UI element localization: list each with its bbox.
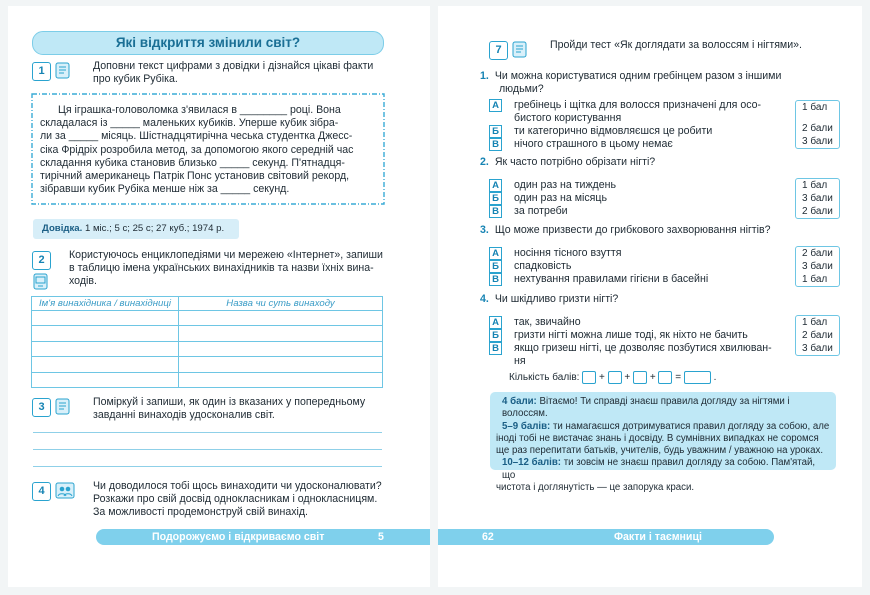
result-line (496, 396, 830, 421)
score-sum-label: Кількість балів: (509, 372, 580, 384)
story-line: сіка Фрідріх розробила метод, за допомогою якого середній час (40, 143, 354, 156)
option-letter: Б (489, 329, 502, 342)
table-row (32, 326, 383, 341)
inventors-table (31, 296, 383, 388)
task-number-3: 3 (32, 398, 51, 417)
option-letter: В (489, 273, 502, 286)
answer-option[interactable] (489, 125, 799, 138)
table-cell[interactable] (179, 311, 383, 326)
result-label: 10–12 балів: (502, 457, 562, 469)
instruction-line: в таблицю імена українських винахідників та назви їхніх вина- (69, 262, 374, 275)
task-2-instruction (69, 249, 385, 289)
answer-option[interactable] (489, 192, 799, 205)
option-text: за потреби (514, 205, 568, 217)
score: 2 бали (802, 123, 833, 134)
left-footer-bar (96, 529, 430, 545)
score: 2 бали (802, 206, 833, 217)
task-number-2: 2 (32, 251, 51, 270)
option-text: ти категорично відмовляєшся це робити (514, 125, 713, 137)
result-text: ти намагаєшся дотримуватися правил догляду за собою, але (550, 420, 830, 432)
instruction-line: Чи доводилося тобі щось винаходити чи удосконалювати? (93, 480, 382, 492)
column-header-inventor: Ім'я винахідника / винахідниці (32, 297, 179, 311)
option-text: гребінець і щітка для волосся призначені для осо- (514, 99, 762, 111)
answer-option[interactable] (489, 329, 799, 342)
result-text: ти зовсім не знаєш правил догляду за собою. Пам'ятай, що (502, 457, 816, 481)
story-line: складалася із _____ маленьких кубиків. Уперше кубик зібра- (40, 117, 339, 130)
option-letter: А (489, 99, 502, 112)
score: 1 бал (802, 274, 828, 285)
question-number: 1. (480, 70, 489, 82)
question-text: Чи можна користуватися одним гребінцем разом з іншими (494, 70, 782, 82)
score-input[interactable] (582, 371, 596, 384)
instruction-line: За можливості продемонструй свій винахід. (93, 506, 308, 519)
result-text: Вітаємо! Ти справді знаєш правила догляду за нігтями і волоссям. (502, 396, 790, 420)
score: 1 бал (802, 317, 828, 328)
story-line: складання кубика становив близько _____ секунд. П'ятнадця- (40, 156, 345, 169)
answer-option[interactable] (489, 99, 799, 125)
option-text: один раз на тиждень (514, 179, 617, 191)
reference-label: Довідка. (42, 223, 83, 234)
task-3-instruction (93, 396, 385, 422)
answer-option[interactable] (489, 247, 799, 260)
score: 3 бали (802, 343, 833, 354)
table-row (32, 341, 383, 356)
option-text: нічого страшного в цьому немає (514, 138, 673, 150)
task-number-1: 1 (32, 62, 51, 81)
table-cell[interactable] (179, 357, 383, 372)
question-number: 3. (480, 224, 489, 236)
score: 1 бал (802, 102, 828, 113)
result-label: 5–9 балів: (502, 420, 551, 432)
score: 3 бали (802, 136, 833, 147)
score: 2 бали (802, 330, 833, 341)
option-text: носіння тісного взуття (514, 247, 622, 259)
table-row (32, 311, 383, 326)
option-letter: А (489, 179, 502, 192)
instruction-line: завданні винаходів удосконалив світ. (93, 409, 275, 422)
reference-box (33, 219, 239, 239)
footer-title: Факти і таємниці (614, 531, 702, 543)
score: 3 бали (802, 193, 833, 204)
table-row (32, 372, 383, 387)
notebook-icon (55, 62, 70, 79)
score-sum-row: Кількість балів: + + + = . (509, 372, 717, 384)
answer-option[interactable] (489, 316, 799, 329)
question-text: людьми? (499, 83, 544, 95)
instruction-line: Розкажи про свій досвід однокласникам і однокласницям. (93, 493, 378, 506)
question-text: Що може призвести до грибкового захворювання нігтів? (494, 224, 771, 236)
column-header-invention: Назва чи суть винаходу (179, 297, 383, 311)
result-line: іноді тобі не вистачає знань і досвіду. В сумнівних випадках не соромся (496, 432, 819, 444)
reference-values: 1 міс.; 5 с; 25 с; 27 куб.; 1974 р. (82, 223, 225, 234)
right-footer-bar (438, 529, 774, 545)
option-text: гризти нігті можна лише тоді, як ніхто не бачить (514, 329, 748, 341)
notebook-icon (55, 398, 70, 415)
question-3 (480, 224, 771, 237)
answer-option[interactable] (489, 205, 799, 218)
task-4-instruction (93, 480, 385, 520)
score-box (795, 178, 840, 219)
option-letter: Б (489, 260, 502, 273)
question-1 (480, 70, 840, 96)
question-number: 4. (480, 293, 489, 305)
score-box (795, 315, 840, 356)
answer-option[interactable] (489, 260, 799, 273)
score-input[interactable] (608, 371, 622, 384)
option-letter: В (489, 205, 502, 218)
result-line (496, 421, 830, 433)
score-box (795, 246, 840, 287)
option-text: так, звичайно (514, 316, 581, 328)
table-cell[interactable] (32, 326, 179, 341)
table-cell[interactable] (32, 357, 179, 372)
option-text: нехтування правилами гігієни в басейні (514, 273, 709, 285)
option-letter: Б (489, 125, 502, 138)
total-score-input[interactable] (684, 371, 711, 384)
table-cell[interactable] (32, 341, 179, 356)
result-label: 4 бали: (502, 396, 537, 407)
page-number: 5 (378, 531, 384, 543)
story-line: Ця іграшка-головоломка з'явилася в ________ році. Вона (58, 104, 341, 116)
task-number-4: 4 (32, 482, 51, 501)
story-line: тирічний американець Патрік Понс установив світовий рекорд, (40, 170, 350, 183)
answer-option[interactable] (489, 273, 799, 286)
page-title: Які відкриття змінили світ? (32, 31, 384, 55)
table-row (32, 357, 383, 372)
score-input[interactable] (633, 371, 647, 384)
table-cell[interactable] (179, 372, 383, 387)
task-7-instruction: Пройди тест «Як доглядати за волоссям і нігтями». (550, 39, 802, 51)
answer-line[interactable] (33, 466, 382, 467)
answer-option[interactable] (489, 138, 799, 151)
score-box (795, 100, 840, 149)
answer-line[interactable] (33, 432, 382, 433)
discussion-icon (55, 482, 75, 499)
story-line: зібравши кубик Рубіка менше ніж за _____ секунд. (40, 183, 290, 196)
answer-option[interactable] (489, 342, 799, 368)
option-text: один раз на місяць (514, 192, 607, 204)
result-line (496, 457, 830, 482)
notebook-icon (512, 41, 527, 58)
option-letter: Б (489, 192, 502, 205)
table-cell[interactable] (179, 326, 383, 341)
table-cell[interactable] (179, 341, 383, 356)
question-number: 2. (480, 156, 489, 168)
table-cell[interactable] (32, 311, 179, 326)
table-cell[interactable] (32, 372, 179, 387)
score: 3 бали (802, 261, 833, 272)
option-letter: А (489, 316, 502, 329)
score-input[interactable] (658, 371, 672, 384)
option-text: ня (514, 355, 526, 367)
question-2 (480, 156, 655, 169)
answer-line[interactable] (33, 449, 382, 450)
page-number: 62 (482, 531, 494, 543)
results-box (490, 392, 836, 494)
option-text: бистого користування (514, 112, 622, 124)
option-text: спадковість (514, 260, 572, 272)
task-number-7: 7 (489, 41, 508, 60)
instruction-line: Користуючось енциклопедіями чи мережею «Інтернет», запиши (69, 249, 383, 261)
option-letter: В (489, 138, 502, 151)
footer-title: Подорожуємо і відкриваємо світ (152, 531, 325, 543)
score: 2 бали (802, 248, 833, 259)
instruction-line: ходів. (69, 275, 97, 288)
instruction-line: Поміркуй і запиши, як один із вказаних у попередньому (93, 396, 366, 408)
question-text: Чи шкідливо гризти нігті? (494, 293, 619, 305)
question-4 (480, 293, 618, 306)
result-line: чистота і доглянутість — це запорука краси. (496, 482, 695, 494)
option-letter: В (489, 342, 502, 355)
answer-option[interactable] (489, 179, 799, 192)
computer-icon (33, 273, 48, 290)
story-text (40, 104, 380, 196)
question-text: Як часто потрібно обрізати нігті? (494, 156, 656, 168)
story-line: ли за _____ місяць. Шістнадцятирічна чеська студентка Джесс- (40, 130, 353, 143)
task-1-instruction: Доповни текст цифрами з довідки і дізнайся цікаві факти про кубик Рубіка. (93, 60, 374, 86)
result-line: ще раз перепитати батьків, учителів, будь уважним / уважною на уроках. (496, 445, 824, 457)
score: 1 бал (802, 180, 828, 191)
option-letter: А (489, 247, 502, 260)
option-text: якщо гризеш нігті, це дозволяє позбутися хвилюван- (514, 342, 772, 354)
